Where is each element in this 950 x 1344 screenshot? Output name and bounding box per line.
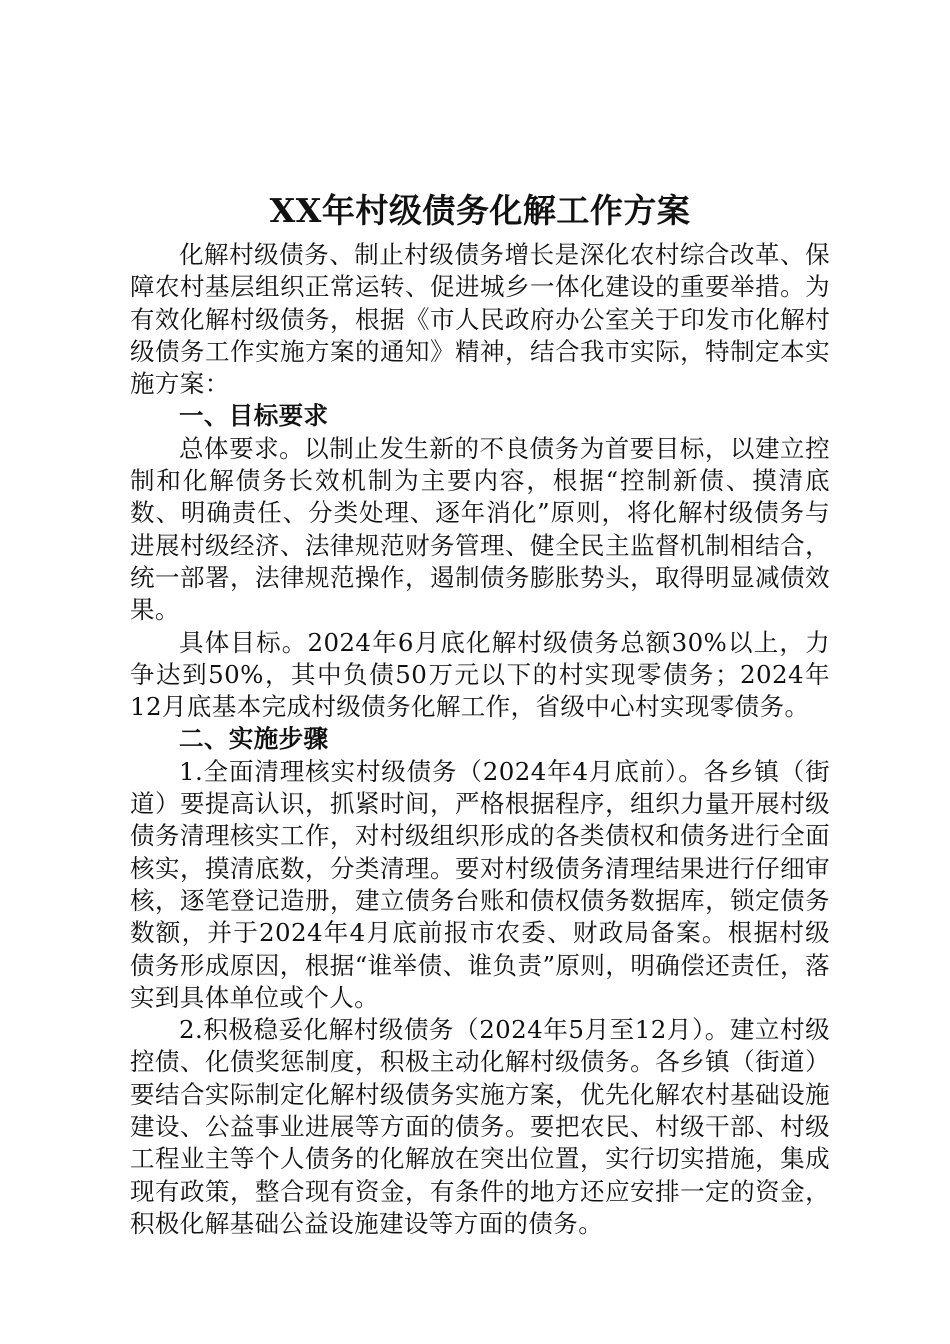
overall-requirements-paragraph: 总体要求。以制止发生新的不良债务为首要目标，以建立控制和化解债务长效机制为主要内容，根据“控制新债、摸清底数、明确责任、分类处理、逐年消化”原则，将化解村级债务与进展村级经济、法律规范财务管理、健全民主监督机制相结合，统一部署，法律规范操作，遏制债务膨胀势头，取得明显减债效果。 — [130, 433, 830, 625]
step-2-paragraph: 2.积极稳妥化解村级债务（2024年5月至12月）。建立村级控债、化债奖惩制度，积极主动化解村级债务。各乡镇（街道）要结合实际制定化解村级债务实施方案，优先化解农村基础设施建设、公益事业进展等方面的债务。要把农民、村级干部、村级工程业主等个人债务的化解放在突出位置，实行切实措施，集成现有政策，整合现有资金，有条件的地方还应安排一定的资金，积极化解基础公益设施建设等方面的债务。 — [130, 1015, 830, 1238]
section-heading-goals: 一、目标要求 — [179, 401, 329, 431]
step-1-paragraph: 1.全面清理核实村级债务（2024年4月底前）。各乡镇（街道）要提高认识，抓紧时间，严格根据程序，组织力量开展村级债务清理核实工作，对村级组织形成的各类债权和债务进行全面核实，摸清底数，分类清理。要对村级债务清理结果进行仔细审核，逐笔登记造册，建立债务台账和债权债务数据库，锁定债务数额，并于2024年4月底前报市农委、财政局备案。根据村级债务形成原因，根据“谁举债、谁负责”原则，明确偿还责任，落实到具体单位或个人。 — [130, 756, 830, 1012]
intro-paragraph: 化解村级债务、制止村级债务增长是深化农村综合改革、保障农村基层组织正常运转、促进城乡一体化建设的重要举措。为有效化解村级债务，根据《市人民政府办公室关于印发市化解村级债务工作实施方案的通知》精神，结合我市实际，特制定本实施方案： — [130, 240, 830, 399]
document-page — [130, 185, 830, 1240]
specific-goals-paragraph: 具体目标。2024年6月底化解村级债务总额30%以上，力争达到50%，其中负债50万元以下的村实现零债务；2024年12月底基本完成村级债务化解工作，省级中心村实现零债务。 — [130, 627, 830, 722]
section-heading-steps: 二、实施步骤 — [179, 724, 329, 754]
document-title: XX年村级债务化解工作方案 — [269, 191, 691, 230]
